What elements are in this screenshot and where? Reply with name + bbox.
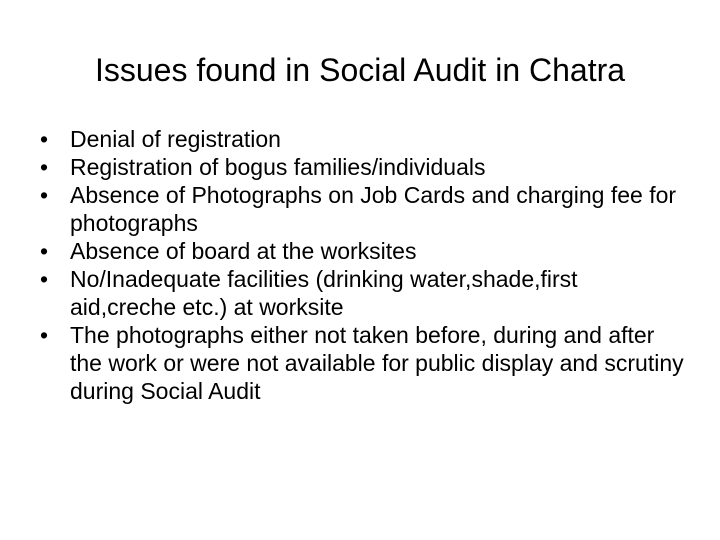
bullet-item <box>28 153 688 181</box>
bullet-item <box>28 321 688 405</box>
bullet-icon: • <box>39 266 49 292</box>
bullet-item <box>28 237 688 265</box>
bullet-item <box>28 181 688 237</box>
bullet-text: The photographs either not taken before, during and after the work or were not available for public display and scrutiny during Social Audit <box>70 322 684 404</box>
bullet-icon: • <box>39 238 49 264</box>
bullet-icon: • <box>39 182 49 208</box>
bullet-icon: • <box>39 154 49 180</box>
bullet-icon: • <box>39 322 49 348</box>
bullet-text: Denial of registration <box>70 126 281 152</box>
bullet-text: Absence of Photographs on Job Cards and charging fee for photographs <box>70 182 677 236</box>
bullet-item <box>28 125 688 153</box>
slide-title: Issues found in Social Audit in Chatra <box>94 52 626 88</box>
bullet-text: Registration of bogus families/individuals <box>70 154 486 180</box>
bullet-icon: • <box>39 126 49 152</box>
bullet-text: No/Inadequate facilities (drinking water,shade,first aid,creche etc.) at worksite <box>70 266 578 320</box>
bullet-text: Absence of board at the worksites <box>70 238 417 264</box>
bullet-item <box>28 265 688 321</box>
bullet-list <box>28 125 688 405</box>
